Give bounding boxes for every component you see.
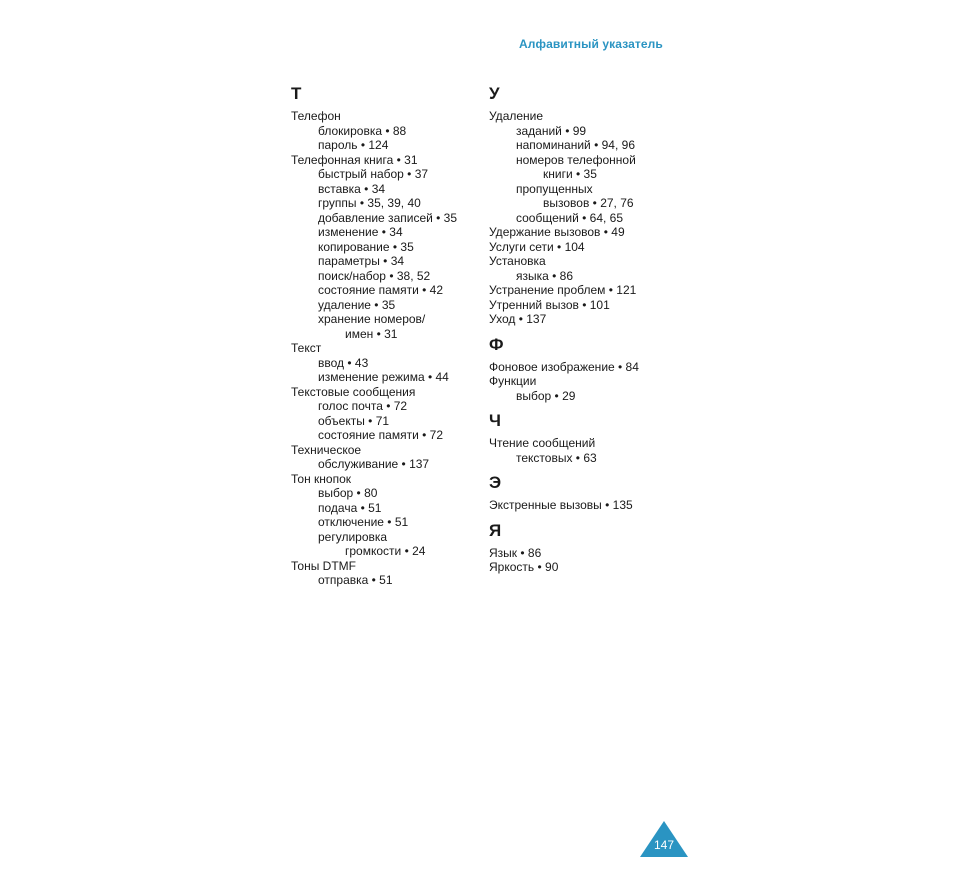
index-entry: Услуги сети • 104 — [489, 239, 585, 254]
index-entry: пароль • 124 — [318, 138, 389, 152]
index-entry: громкости • 24 — [345, 544, 426, 558]
index-column-right — [489, 84, 689, 583]
section-letter: Ч — [489, 411, 501, 430]
section-letter: Т — [291, 84, 302, 103]
index-entry: Чтение сообщений — [489, 436, 596, 450]
index-entry: ввод • 43 — [318, 355, 369, 370]
index-entry: подача • 51 — [318, 500, 382, 515]
index-entry: Устранение проблем • 121 — [489, 283, 637, 297]
index-entry: Удержание вызовов • 49 — [489, 225, 625, 239]
index-section — [489, 84, 689, 327]
index-column-left — [291, 84, 481, 596]
index-entry: напоминаний • 94, 96 — [516, 138, 635, 152]
index-entry: состояние памяти • 72 — [318, 428, 444, 442]
index-section — [489, 473, 689, 513]
index-entry: Тон кнопок — [291, 471, 351, 486]
index-entry: Телефонная книга • 31 — [291, 152, 418, 167]
index-entry: Экстренные вызовы • 135 — [489, 498, 633, 512]
index-entry: вставка • 34 — [318, 181, 386, 196]
index-entry: объекты • 71 — [318, 413, 390, 428]
index-entry: хранение номеров/ — [318, 312, 426, 326]
index-entry: текстовых • 63 — [516, 450, 597, 465]
index-entry: Тоны DTMF — [291, 558, 356, 573]
index-entry: языка • 86 — [516, 268, 574, 283]
index-entry: регулировка — [318, 529, 388, 544]
section-letter: У — [489, 84, 500, 103]
index-entry: вызовов • 27, 76 — [543, 196, 634, 210]
section-letter: Я — [489, 520, 502, 540]
index-entry: книги • 35 — [543, 167, 597, 181]
index-entry: отключение • 51 — [318, 515, 409, 529]
index-entry: поиск/набор • 38, 52 — [318, 268, 431, 283]
index-entry: группы • 35, 39, 40 — [318, 196, 421, 210]
index-entry: обслуживание • 137 — [318, 457, 430, 471]
index-entry: Уход • 137 — [489, 312, 547, 326]
page-number-badge — [640, 821, 688, 857]
index-entry: Текст — [291, 341, 322, 355]
index-entry: изменение • 34 — [318, 225, 403, 239]
index-entry: Яркость • 90 — [489, 560, 559, 574]
index-entry: состояние памяти • 42 — [318, 283, 444, 297]
index-entry: Техническое — [291, 442, 362, 457]
index-entry: номеров телефонной — [516, 152, 636, 167]
index-entry: Удаление — [489, 109, 544, 123]
index-entry: копирование • 35 — [318, 239, 414, 254]
index-section — [489, 335, 689, 404]
page-header-title: Алфавитный указатель — [519, 37, 663, 51]
index-entry: Установка — [489, 254, 546, 268]
index-entry: пропущенных — [516, 181, 593, 196]
index-entry: блокировка • 88 — [318, 123, 407, 138]
index-entry: выбор • 80 — [318, 486, 378, 500]
index-entry: голос почта • 72 — [318, 399, 408, 413]
index-entry: удаление • 35 — [318, 297, 396, 312]
index-entry: Телефон — [291, 109, 341, 123]
index-entry: параметры • 34 — [318, 254, 405, 268]
index-section — [291, 84, 481, 588]
index-entry: Язык • 86 — [489, 545, 542, 560]
index-entry: добавление записей • 35 — [318, 210, 458, 225]
index-entry: заданий • 99 — [516, 123, 587, 138]
index-entry: изменение режима • 44 — [318, 370, 449, 384]
section-letter: Э — [489, 473, 502, 492]
index-section — [489, 521, 689, 575]
index-entry: имен • 31 — [345, 326, 398, 341]
index-section — [489, 411, 689, 465]
section-letter: Ф — [489, 334, 504, 354]
index-entry: Утренний вызов • 101 — [489, 297, 610, 312]
index-entry: быстрый набор • 37 — [318, 167, 429, 181]
index-entry: Функции — [489, 374, 537, 388]
index-entry: сообщений • 64, 65 — [516, 210, 624, 225]
index-entry: отправка • 51 — [318, 573, 393, 587]
index-entry: Текстовые сообщения — [291, 384, 416, 399]
index-entry: Фоновое изображение • 84 — [489, 359, 639, 374]
page-number: 147 — [653, 838, 675, 852]
index-entry: выбор • 29 — [516, 388, 576, 403]
